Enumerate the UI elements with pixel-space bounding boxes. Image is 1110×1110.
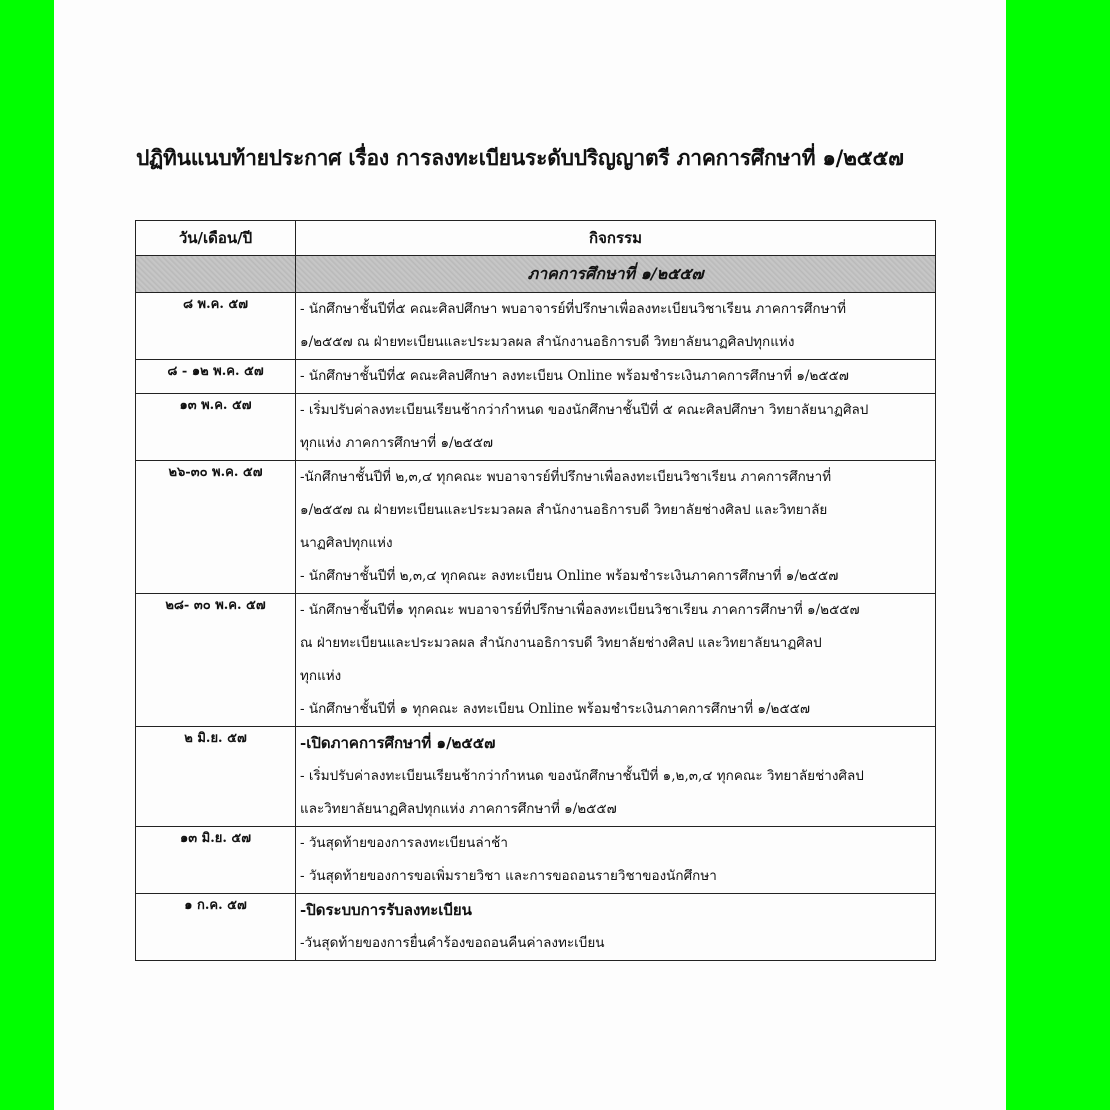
activity-line: -ปิดระบบการรับลงทะเบียน — [300, 901, 472, 919]
document-page — [54, 0, 1006, 1110]
semester-row-label: ภาคการศึกษาที่ ๑/๒๕๕๗ — [296, 256, 936, 293]
calendar-table — [135, 220, 936, 961]
row-date: ๒๘- ๓๐ พ.ค. ๕๗ — [136, 594, 296, 727]
document-title: ปฏิทินแนบท้ายประกาศ เรื่อง การลงทะเบียนระดับปริญญาตรี ภาคการศึกษาที่ ๑/๒๕๕๗ — [136, 145, 904, 170]
table-row — [136, 394, 936, 461]
table-header-row — [136, 221, 936, 256]
activity-line: -วันสุดท้ายของการยื่นคำร้องขอถอนคืนค่าลงทะเบียน — [300, 935, 605, 951]
table-row — [136, 360, 936, 394]
activity-line: - นักศึกษาชั้นปีที่๕ คณะศิลปศึกษา พบอาจารย์ที่ปรึกษาเพื่อลงทะเบียนวิชาเรียน ภาคการศึกษาที่ — [300, 301, 846, 317]
activity-line: - นักศึกษาชั้นปีที่๑ ทุกคณะ พบอาจารย์ที่ปรึกษาเพื่อลงทะเบียนวิชาเรียน ภาคการศึกษาที่ ๑/๒๕๕๗ — [300, 602, 860, 618]
table-row — [136, 894, 936, 961]
date-column-header: วัน/เดือน/ปี — [136, 221, 296, 256]
activity-line: ณ ฝ่ายทะเบียนและประมวลผล สำนักงานอธิการบดี วิทยาลัยช่างศิลป และวิทยาลัยนาฏศิลป — [300, 635, 822, 651]
table-row — [136, 827, 936, 894]
activity-column-header: กิจกรรม — [296, 221, 936, 256]
row-activities — [296, 293, 936, 360]
activity-line: - วันสุดท้ายของการลงทะเบียนล่าช้า — [300, 835, 508, 851]
row-activities — [296, 394, 936, 461]
row-date: ๘ พ.ค. ๕๗ — [136, 293, 296, 360]
row-activities — [296, 727, 936, 827]
activity-line: - นักศึกษาชั้นปีที่ ๑ ทุกคณะ ลงทะเบียน Online พร้อมชำระเงินภาคการศึกษาที่ ๑/๒๕๕๗ — [300, 701, 811, 717]
row-date: ๒ มิ.ย. ๕๗ — [136, 727, 296, 827]
semester-row — [136, 256, 936, 293]
row-activities — [296, 360, 936, 394]
activity-line: - นักศึกษาชั้นปีที่ ๒,๓,๔ ทุกคณะ ลงทะเบียน Online พร้อมชำระเงินภาคการศึกษาที่ ๑/๒๕๕๗ — [300, 568, 839, 584]
table-row — [136, 594, 936, 727]
activity-line: ๑/๒๕๕๗ ณ ฝ่ายทะเบียนและประมวลผล สำนักงานอธิการบดี วิทยาลัยนาฏศิลปทุกแห่ง — [300, 334, 795, 350]
row-date: ๑๓ พ.ค. ๕๗ — [136, 394, 296, 461]
table-row — [136, 293, 936, 360]
activity-line: ๑/๒๕๕๗ ณ ฝ่ายทะเบียนและประมวลผล สำนักงานอธิการบดี วิทยาลัยช่างศิลป และวิทยาลัย — [300, 502, 828, 518]
activity-line: -นักศึกษาชั้นปีที่ ๒,๓,๔ ทุกคณะ พบอาจารย์ที่ปรึกษาเพื่อลงทะเบียนวิชาเรียน ภาคการศึกษาที่ — [300, 469, 832, 485]
table-row — [136, 461, 936, 594]
activity-line: - นักศึกษาชั้นปีที่๕ คณะศิลปศึกษา ลงทะเบียน Online พร้อมชำระเงินภาคการศึกษาที่ ๑/๒๕๕๗ — [300, 368, 849, 384]
activity-line: ทุกแห่ง — [300, 668, 342, 684]
row-activities — [296, 461, 936, 594]
activity-line: และวิทยาลัยนาฏศิลปทุกแห่ง ภาคการศึกษาที่ ๑/๒๕๕๗ — [300, 801, 617, 817]
row-activities — [296, 594, 936, 727]
row-activities — [296, 894, 936, 961]
activity-line: - เริ่มปรับค่าลงทะเบียนเรียนช้ากว่ากำหนด ของนักศึกษาชั้นปีที่ ๕ คณะศิลปศึกษา วิทยาลัยนาฏศิลป — [300, 402, 869, 418]
semester-row-blank — [136, 256, 296, 293]
row-date: ๑ ก.ค. ๕๗ — [136, 894, 296, 961]
row-date: ๒๖-๓๐ พ.ค. ๕๗ — [136, 461, 296, 594]
activity-line: นาฏศิลปทุกแห่ง — [300, 535, 393, 551]
row-date: ๘ - ๑๒ พ.ค. ๕๗ — [136, 360, 296, 394]
row-date: ๑๓ มิ.ย. ๕๗ — [136, 827, 296, 894]
activity-line: -เปิดภาคการศึกษาที่ ๑/๒๕๕๗ — [300, 734, 496, 752]
activity-line: ทุกแห่ง ภาคการศึกษาที่ ๑/๒๕๕๗ — [300, 435, 494, 451]
activity-line: - เริ่มปรับค่าลงทะเบียนเรียนช้ากว่ากำหนด ของนักศึกษาชั้นปีที่ ๑,๒,๓,๔ ทุกคณะ วิทยาลัยช่างศิลป — [300, 768, 864, 784]
row-activities — [296, 827, 936, 894]
activity-line: - วันสุดท้ายของการขอเพิ่มรายวิชา และการขอถอนรายวิชาของนักศึกษา — [300, 868, 717, 884]
table-row — [136, 727, 936, 827]
